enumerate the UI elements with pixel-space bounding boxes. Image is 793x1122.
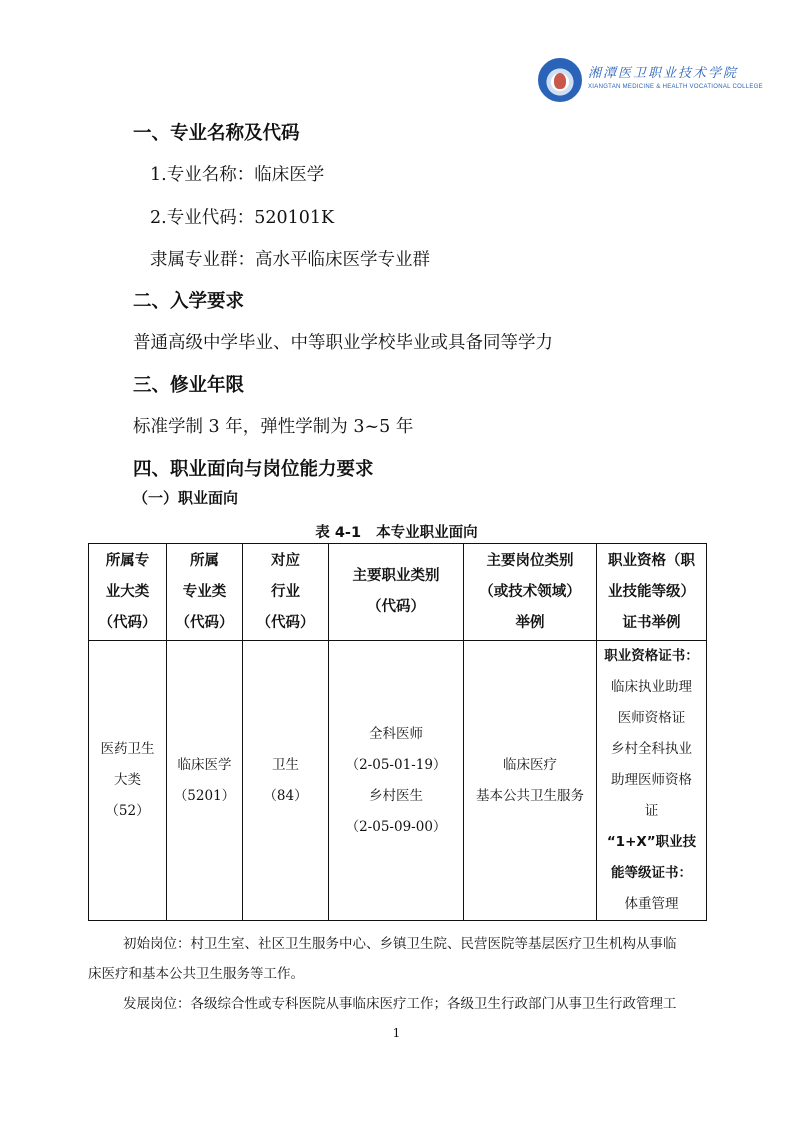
initial-post-line-1: 初始岗位：村卫生室、社区卫生服务中心、乡镇卫生院、民营医院等基层医疗卫生机构从事临: [123, 936, 677, 952]
admission-text: 普通高级中学毕业、中等职业学校毕业或具备同等学力: [133, 333, 553, 353]
heading-duration: 三、修业年限: [133, 375, 245, 396]
major-code-line: 2.专业代码：520101K: [150, 208, 335, 228]
header-position: 主要岗位类别 （或技术领域） 举例: [464, 544, 597, 641]
major-group-line: 隶属专业群：高水平临床医学专业群: [150, 250, 430, 270]
major-name-line: 1.专业名称：临床医学: [150, 165, 325, 185]
cell-industry: 卫生 （84）: [243, 641, 329, 921]
qualification-cert-label: 职业资格证书：: [604, 648, 699, 664]
header-industry: 对应 行业 （代码）: [243, 544, 329, 641]
career-orientation-table: [88, 543, 707, 921]
table-row: [89, 641, 707, 921]
header-certificate: 职业资格（职 业技能等级） 证书举例: [597, 544, 707, 641]
table-caption: 表 4-1 本专业职业面向: [315, 525, 478, 541]
development-post-line: 发展岗位：各级综合性或专科医院从事临床医疗工作；各级卫生行政部门从事卫生行政管理工: [123, 996, 677, 1012]
cell-certificates: 职业资格证书： 临床执业助理 医师资格证 乡村全科执业 助理医师资格 证 “1+X”职业技 能等级证书： 体重管理: [597, 641, 707, 921]
heading-major-name: 一、专业名称及代码: [133, 123, 300, 144]
1x-cert-label: “1+X”职业技: [606, 834, 697, 850]
cell-major-class: 临床医学 （5201）: [167, 641, 243, 921]
header-occupation: 主要职业类别 （代码）: [329, 544, 464, 641]
header-major-class: 所属 专业类 （代码）: [167, 544, 243, 641]
cell-major-category: 医药卫生 大类 （52）: [89, 641, 167, 921]
college-name-en: XIANGTAN MEDICINE & HEALTH VOCATIONAL COLLEGE: [588, 84, 763, 90]
duration-text: 标准学制 3 年，弹性学制为 3~5 年: [133, 417, 414, 437]
heading-admission: 二、入学要求: [133, 291, 245, 312]
subheading-career-orientation: （一）职业面向: [133, 489, 239, 507]
header-major-category: 所属专 业大类 （代码）: [89, 544, 167, 641]
college-name-cn: 湘潭医卫职业技术学院: [588, 66, 739, 81]
table-header-row: [89, 544, 707, 641]
college-emblem-icon: [538, 58, 582, 102]
page-number: 1: [392, 1026, 401, 1040]
heading-career: 四、职业面向与岗位能力要求: [133, 459, 374, 480]
cell-occupations: 全科医师 （2-05-01-19） 乡村医生 （2-05-09-00）: [329, 641, 464, 921]
initial-post-line-2: 床医疗和基本公共卫生服务等工作。: [88, 966, 304, 982]
college-logo: [538, 58, 763, 106]
cell-positions: 临床医疗 基本公共卫生服务: [464, 641, 597, 921]
